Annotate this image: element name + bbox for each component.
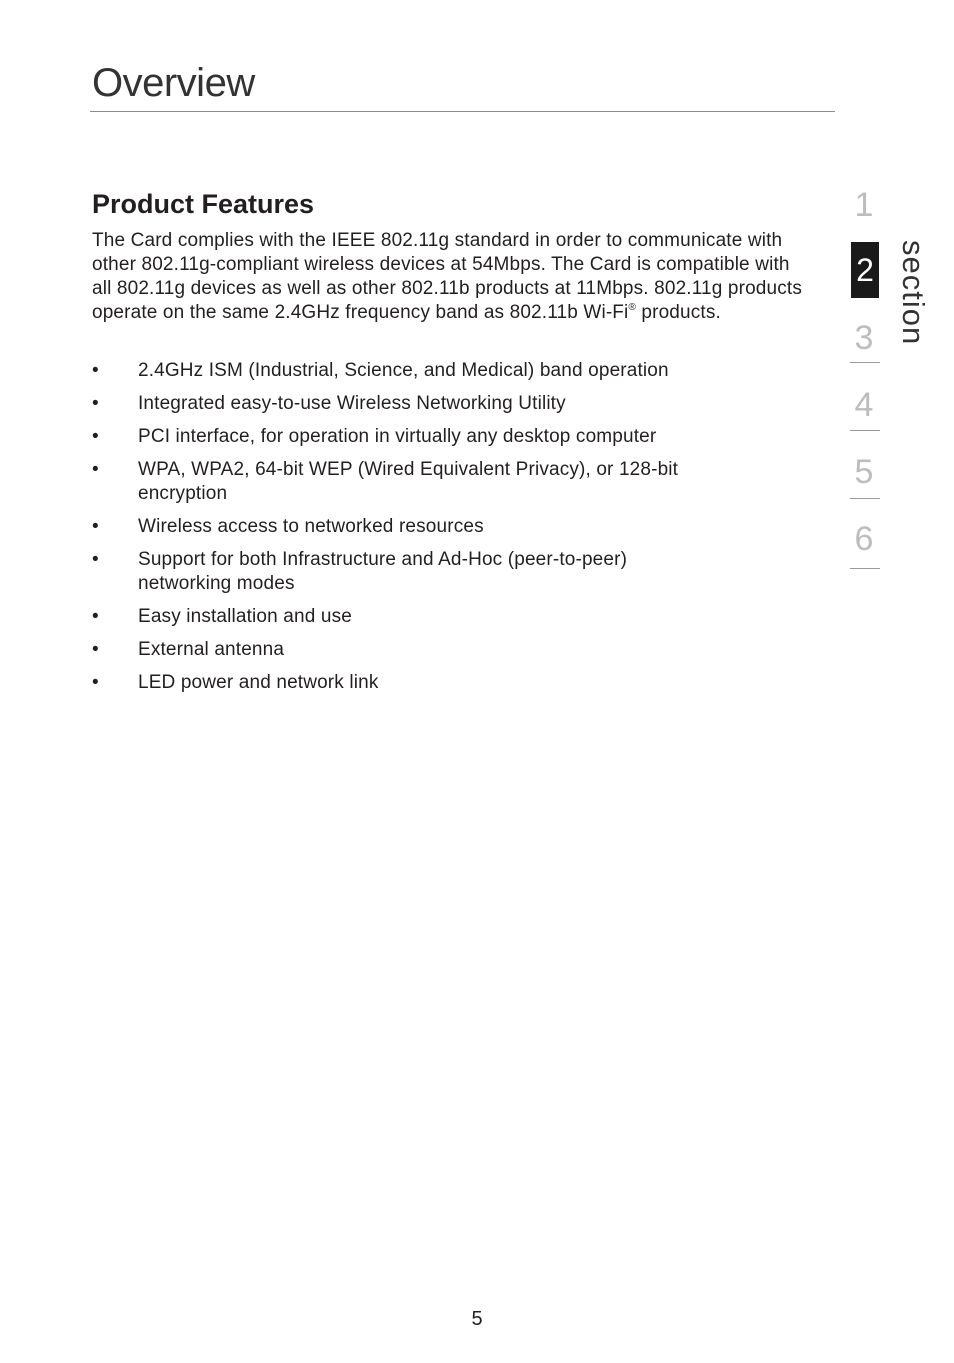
section-title: Product Features: [92, 189, 315, 219]
registered-mark: ®: [628, 302, 636, 313]
list-item: [92, 548, 792, 596]
feature-text: LED power and network link: [138, 672, 379, 693]
section-nav-item-1[interactable]: 1: [854, 186, 874, 224]
list-item: [92, 515, 792, 539]
intro-paragraph: [92, 229, 802, 325]
feature-text: PCI interface, for operation in virtually any desktop computer: [138, 426, 657, 447]
feature-text: Support for both Infrastructure and Ad-Hoc (peer-to-peer) networking modes: [138, 549, 628, 594]
bullet-icon: •: [92, 360, 99, 381]
bullet-icon: •: [92, 459, 99, 480]
list-item: [92, 359, 792, 383]
section-nav-divider: [850, 568, 880, 569]
section-label: section: [896, 240, 931, 346]
section-nav-item-5[interactable]: 5: [854, 453, 874, 491]
feature-text: Wireless access to networked resources: [138, 516, 484, 537]
section-nav-item-2[interactable]: 2: [851, 242, 879, 298]
intro-tail: products.: [635, 302, 721, 323]
bullet-icon: •: [92, 606, 99, 627]
section-nav-item-4[interactable]: 4: [854, 386, 874, 424]
header-divider: [90, 111, 835, 112]
feature-text: 2.4GHz ISM (Industrial, Science, and Medical) band operation: [138, 360, 669, 381]
feature-text: Easy installation and use: [138, 606, 352, 627]
list-item: [92, 458, 792, 506]
bullet-icon: •: [92, 393, 99, 414]
section-nav-divider: [850, 430, 880, 431]
bullet-icon: •: [92, 549, 99, 570]
list-item: [92, 671, 792, 695]
bullet-icon: •: [92, 516, 99, 537]
section-nav-item-6[interactable]: 6: [854, 520, 874, 558]
bullet-icon: •: [92, 639, 99, 660]
feature-text: WPA, WPA2, 64-bit WEP (Wired Equivalent Privacy), or 128-bit encryption: [138, 459, 679, 504]
feature-list: [92, 359, 792, 704]
bullet-icon: •: [92, 426, 99, 447]
section-nav-divider: [850, 498, 880, 499]
list-item: [92, 605, 792, 629]
list-item: [92, 392, 792, 416]
feature-text: External antenna: [138, 639, 285, 660]
intro-text: The Card complies with the IEEE 802.11g standard in order to communicate with other 802.11g-compliant wireless devices at 54Mbps. The Card is compatible with all 802.11g devices as well as other 802.11b products at 11Mbps. 802.11g products operate on the same 2.4GHz frequency band as 802.11b Wi-Fi: [92, 230, 802, 323]
page-number: 5: [471, 1308, 483, 1330]
list-item: [92, 425, 792, 449]
bullet-icon: •: [92, 672, 99, 693]
section-nav-divider: [850, 362, 880, 363]
section-nav-item-3[interactable]: 3: [854, 319, 874, 357]
feature-text: Integrated easy-to-use Wireless Networking Utility: [138, 393, 566, 414]
list-item: [92, 638, 792, 662]
page-header-title: Overview: [92, 61, 255, 105]
